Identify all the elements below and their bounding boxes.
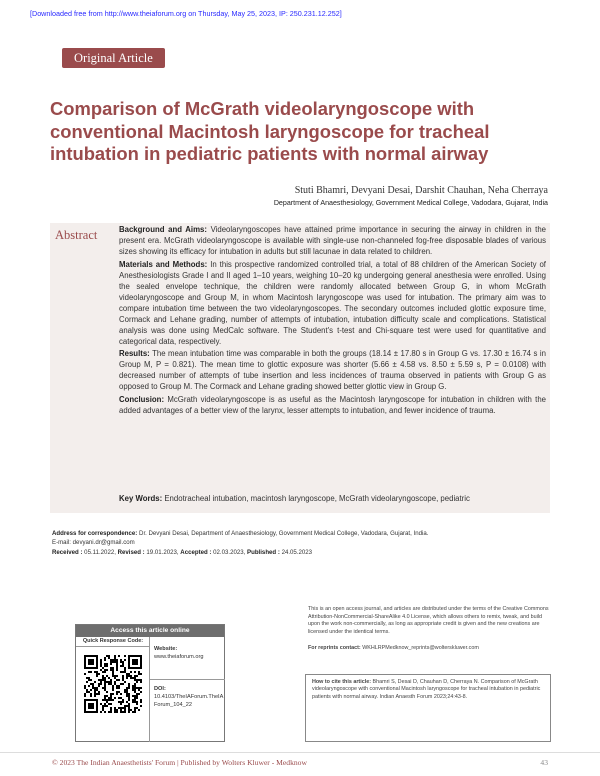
correspondence-block [52,529,552,557]
revised-date: 19.01.2023, [144,548,181,556]
qr-code-icon[interactable] [84,655,142,713]
access-online-box [75,624,225,742]
doi-value[interactable]: 10.4103/TheIAForum.TheIAForum_104_22 [154,694,224,708]
keywords-heading: Key Words: [119,494,163,503]
results-text: The mean intubation time was comparable in both the groups (18.14 ± 17.80 s in Group G vs. 17.30 ± 16.74 s in Group M, P = 0.821). The mean time to glottic exposure was shorter (5.66 ± 4.58 vs. 8.50 ± 5.59 s, P = 0.0108) with decreased number of attempts of tube insertion and less incidences of trauma observed in patients with Group G as opposed to Group M. The Cormack and Lehane grading showed better glottic view in Group G. [119,349,546,392]
abstract-body [119,225,546,419]
authors: Stuti Bhamri, Devyani Desai, Darshit Chauhan, Neha Cherraya [294,185,548,196]
abstract-methods [119,260,546,348]
cite-box [305,674,551,742]
background-text: Videolaryngoscopes have attained prime importance in securing the airway in children in the present era. McGrath videolaryngoscope is available with single-use non-channeled fog-free disposable blades of various sizes showing its efficacy for intubation in adults but still lacunae in data related to children. [119,225,546,256]
keywords-text: Endotracheal intubation, macintosh laryngoscope, McGrath videolaryngoscope, pediatric [162,494,470,503]
divider [76,646,149,647]
license-text: This is an open access journal, and articles are distributed under the terms of the Creative Commons Attribution-NonCommercial-ShareAlike 4.0 License, which allows others to remix, tweak, and build upon the work non-commercially, as long as appropriate credit is given and the new creations are licensed under the identical terms. [308,606,549,635]
abstract-results [119,349,546,393]
methods-heading: Materials and Methods: [119,259,208,269]
article-type-badge-wrap [52,48,192,68]
cite-label: How to cite this article: [312,679,372,685]
address-heading: Address for correspondence: [52,530,138,537]
conclusion-heading: Conclusion: [119,395,165,405]
abstract-label: Abstract [55,228,98,242]
abstract-background [119,225,546,258]
received-date: 05.11.2022, [82,548,118,556]
article-type-badge: Original Article [62,48,165,68]
keywords [119,494,546,503]
reprints-contact [308,645,552,651]
footer-copyright: © 2023 The Indian Anaesthetists' Forum | Published by Wolters Kluwer - Medknow [52,758,307,767]
divider [149,637,150,742]
qr-label: Quick Response Code: [82,638,144,644]
affiliation: Department of Anaesthesiology, Government Medical College, Vadodara, Gujarat, India [273,199,548,207]
download-banner: [Downloaded free from http://www.theiaforum.org on Thursday, May 25, 2023, IP: 250.231.12.252] [30,9,342,18]
results-heading: Results: [119,349,150,359]
received-label: Received : [52,548,83,556]
conclusion-text: McGrath videolaryngoscope is as useful as the Macintosh laryngoscope for intubation in children with the added advantages of a better view of the larynx, lesser attempts to intubation, and fewer incidence of trauma. [119,395,546,416]
page-number: 43 [540,758,548,767]
background-heading: Background and Aims: [119,225,207,234]
published-date: 24.05.2023 [279,548,313,556]
email-text[interactable]: devyani.dr@gmail.com [70,539,135,547]
divider [150,679,225,680]
website-cell [154,645,224,661]
methods-text: In this prospective randomized controlled trial, a total of 88 children of the American Society of Anesthesiologists Grade I and II aged 1–10 years, weighing 10–20 kg undergoing general anesthesia were enrolled. Using the sealed envelope technique, the children were randomly allocated between Group G, in whom McGrath videolaryngoscope and Group M, in whom Macintosh laryngoscope was used for intubation. The primary aim was to compare intubation time between the two videolaryngoscopes. The secondary outcomes included glottic exposure time, Cormack and Lehane grading, number of attempts of intubation, intubation difficulty scale and complications. Statistical analysis was done using MedCalc software. The Student's t-test and Chi-square test were used for quantitative and categorical data, respectively. [119,259,546,346]
doi-label: DOI: [154,686,166,692]
footer-divider [0,752,600,753]
website-label: Website: [154,646,178,652]
doi-cell [154,685,224,709]
article-title: Comparison of McGrath videolaryngoscope with conventional Macintosh laryngoscope for tracheal intubation in pediatric patients with normal airway [50,98,490,164]
accepted-label: Accepted : [180,548,212,556]
cite-text: Bhamri S, Desai D, Chauhan D, Cherraya N. Comparison of McGrath videolaryngoscope with conventional Macintosh laryngoscope for tracheal intubation in pediatric patients with normal airway. Indian Anaesth Forum 2023;24:43-8. [312,679,541,700]
accepted-date: 02.03.2023, [211,548,248,556]
reprints-label: For reprints contact: [308,645,361,651]
email-heading: E-mail: [52,539,71,547]
reprints-email[interactable]: WKHLRPMedknow_reprints@wolterskluwer.com [360,645,479,651]
address-text: Dr. Devyani Desai, Department of Anaesthesiology, Government Medical College, Vadodara, Gujarat, India. [137,530,429,537]
abstract-conclusion [119,395,546,417]
published-label: Published : [247,548,280,556]
website-link[interactable]: www.theiaforum.org [154,654,204,660]
access-header: Access this article online [76,625,224,637]
revised-label: Revised : [117,548,145,556]
